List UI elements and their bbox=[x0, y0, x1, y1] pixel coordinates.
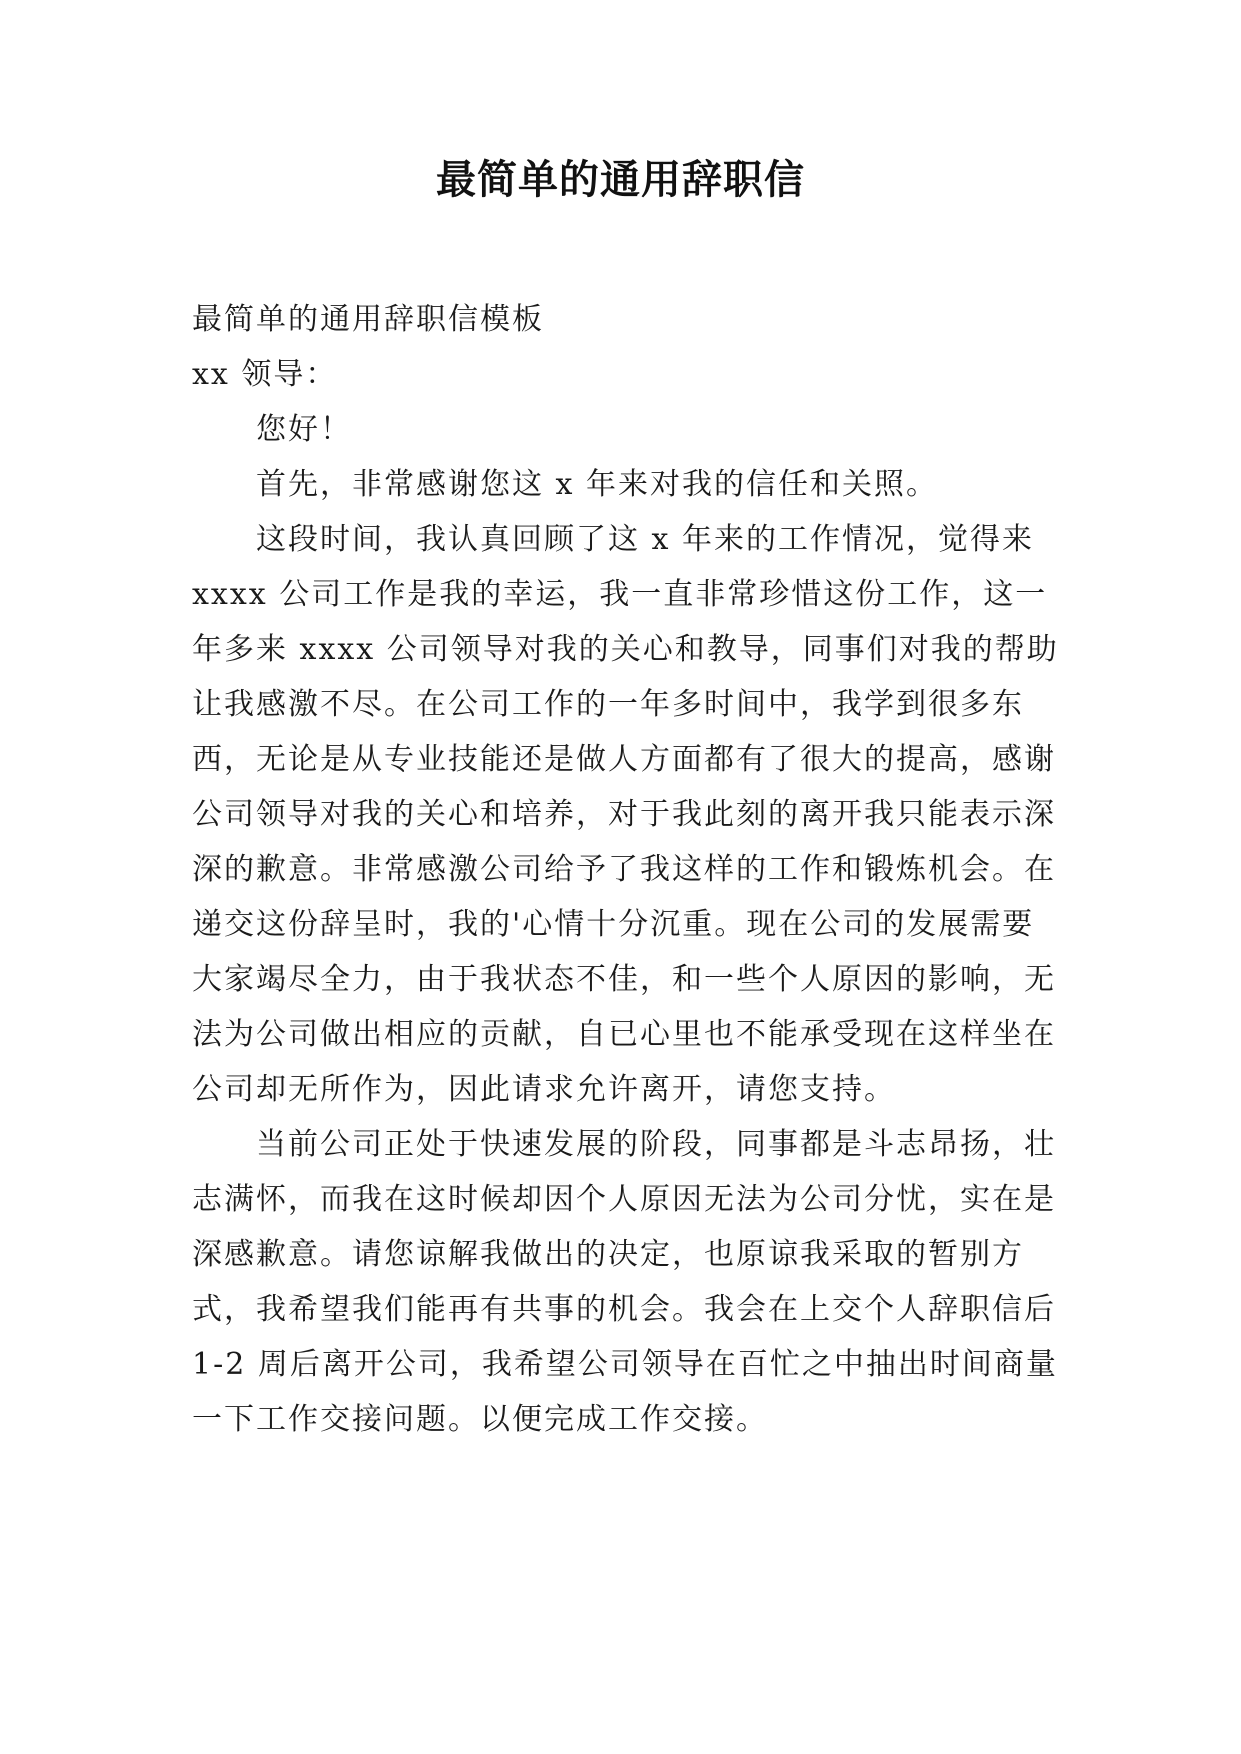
document-title: 最简单的通用辞职信 bbox=[436, 157, 805, 203]
paragraph-thanks: 首先，非常感谢您这 x 年来对我的信任和关照。 bbox=[256, 467, 938, 502]
salutation: xx 领导： bbox=[192, 357, 338, 392]
paragraph-handover: 当前公司正处于快速发展的阶段，同事都是斗志昂扬，壮志满怀，而我在这时候却因个人原因无法为公司分忧，实在是深感歉意。请您谅解我做出的决定，也原谅我采取的暂别方式，我希望我们能再有共事的机会。我会在上交个人辞职信后 1-2 周后离开公司，我希望公司领导在百忙之中抽出时间商量一下工作交接问题。以便完成工作交接。 bbox=[192, 1127, 1058, 1437]
document-body bbox=[192, 292, 1062, 1447]
greeting: 您好！ bbox=[256, 412, 352, 447]
document-subtitle: 最简单的通用辞职信模板 bbox=[192, 302, 544, 337]
paragraph-reflection: 这段时间，我认真回顾了这 x 年来的工作情况，觉得来 xxxx 公司工作是我的幸运，我一直非常珍惜这份工作，这一年多来 xxxx 公司领导对我的关心和教导，同事们对我的帮助让我感激不尽。在公司工作的一年多时间中，我学到很多东西，无论是从专业技能还是做人方面都有了很大的提高，感谢公司领导对我的关心和培养，对于我此刻的离开我只能表示深深的歉意。非常感激公司给予了我这样的工作和锻炼机会。在递交这份辞呈时，我的'心情十分沉重。现在公司的发展需要大家竭尽全力，由于我状态不佳，和一些个人原因的影响，无法为公司做出相应的贡献，自已心里也不能承受现在这样坐在公司却无所作为，因此请求允许离开，请您支持。 bbox=[192, 522, 1059, 1107]
